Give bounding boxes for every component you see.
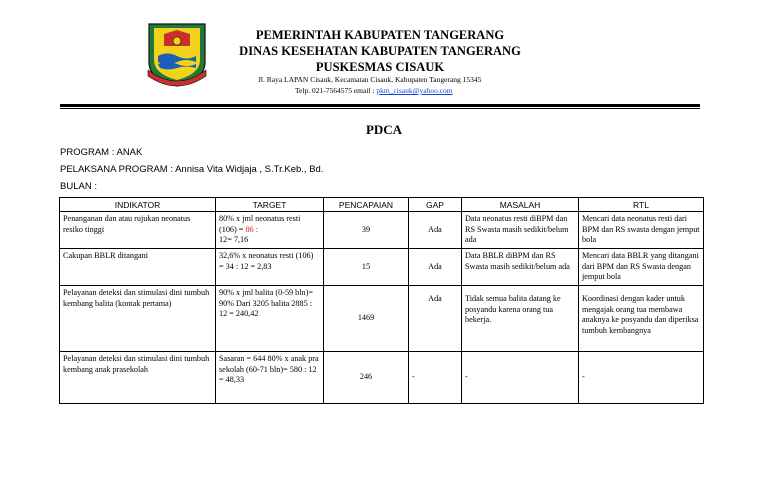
col-header-indikator: INDIKATOR [60, 198, 216, 212]
target-text-2: 12= 7,16 [219, 235, 249, 244]
regency-logo [146, 22, 208, 88]
cell-rtl: Koordinasi dengan kader untuk mengajak orang tua membawa anaknya ke posyandu dan diperiksa tumbuh kembangnya [579, 286, 704, 352]
target-highlight: 86 : [245, 224, 258, 234]
cell-pencapaian: 1469 [324, 286, 409, 352]
col-header-gap: GAP [409, 198, 462, 212]
cell-target [216, 212, 324, 249]
header-divider-thin [60, 108, 700, 109]
cell-masalah: Data BBLR diBPM dan RS Swasta masih sedikit/belum ada [462, 249, 579, 286]
col-header-pencapaian: PENCAPAIAN [324, 198, 409, 212]
cell-gap: - [409, 352, 462, 404]
cell-masalah: Tidak semua balita datang ke posyandu karena orang tua bekerja. [462, 286, 579, 352]
address-line: Jl. Raya LAPAN Cisauk, Kecamatan Cisauk, Kabupaten Tangerang 15345 [258, 75, 482, 84]
cell-indikator: Pelayanan deteksi dan stimulasi dini tumbuh kembang anak prasekolah [60, 352, 216, 404]
header-divider [60, 104, 700, 107]
cell-pencapaian: 246 [324, 352, 409, 404]
cell-indikator: Penanganan dan atau rujukan neonatus resiko tinggi [60, 212, 216, 249]
cell-pencapaian: 15 [324, 249, 409, 286]
table-row [60, 286, 704, 352]
cell-gap: Ada [409, 286, 462, 352]
cell-indikator: Pelayanan deteksi dan stimulasi dini tumbuh kembang balita (kontak pertama) [60, 286, 216, 352]
cell-indikator: Cakupan BBLR ditangani [60, 249, 216, 286]
contact-line [295, 85, 453, 96]
target-text: 80% x jml neonatus resti (106) = [219, 214, 301, 234]
cell-target: Sasaran = 644 80% x anak pra sekolah (60-71 bln)= 580 : 12 = 48,33 [216, 352, 324, 404]
col-header-rtl: RTL [579, 198, 704, 212]
letterhead [230, 27, 530, 75]
cell-target: 32,6% x neonatus resti (106) = 34 : 12 = 2,83 [216, 249, 324, 286]
header-line-3: PUSKESMAS CISAUK [315, 60, 445, 74]
cell-gap: Ada [409, 249, 462, 286]
bulan-label: BULAN : [60, 181, 97, 192]
program-label: PROGRAM : ANAK [60, 147, 143, 158]
col-header-target: TARGET [216, 198, 324, 212]
table-row [60, 212, 704, 249]
cell-rtl: Mencari data neonatus resti dari BPM dan RS swasta dengan jemput bola [579, 212, 704, 249]
cell-pencapaian: 39 [324, 212, 409, 249]
table-header-row [60, 198, 704, 212]
header-line-2: DINAS KESEHATAN KABUPATEN TANGERANG [239, 44, 521, 58]
cell-masalah: - [462, 352, 579, 404]
table-row [60, 352, 704, 404]
cell-rtl: - [579, 352, 704, 404]
table-row [60, 249, 704, 286]
cell-target: 90% x jml balita (0-59 bln)= 90% Dari 3205 balita 2885 : 12 = 240,42 [216, 286, 324, 352]
phone-text: Telp. 021-7564575 email : [295, 86, 377, 95]
document-title: PDCA [365, 122, 403, 137]
pdca-table [59, 197, 704, 404]
cell-gap: Ada [409, 212, 462, 249]
header-line-1: PEMERINTAH KABUPATEN TANGERANG [255, 28, 505, 42]
pelaksana-label: PELAKSANA PROGRAM : Annisa Vita Widjaja , S.Tr.Keb., Bd. [60, 164, 324, 175]
cell-rtl: Mencari data BBLR yang ditangani dari BPM dan RS Swasta dengan jemput bola [579, 249, 704, 286]
cell-masalah: Data neonatus resti diBPM dan RS Swasta masih sedikit/belum ada [462, 212, 579, 249]
email-link[interactable]: pkm_cisauk@yahoo.com [376, 86, 453, 95]
col-header-masalah: MASALAH [462, 198, 579, 212]
